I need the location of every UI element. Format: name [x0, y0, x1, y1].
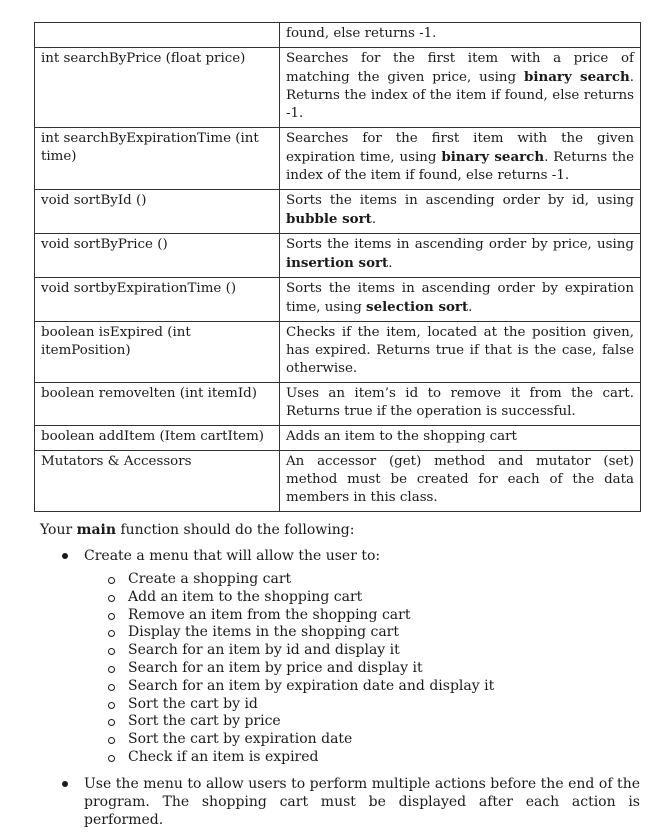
- lead-bold: main: [76, 522, 117, 538]
- method-description: [280, 451, 641, 512]
- requirement-text: Use the menu to allow users to perform multiple actions before the end of the program. The shopping cart must be displayed after each action is performed.: [84, 775, 640, 828]
- description-text: An accessor (get) method and mutator (set) method must be created for each of the data members in this class.: [286, 454, 634, 505]
- description-text: Adds an item to the shopping cart: [286, 429, 517, 444]
- method-signature: void sortByPrice (): [35, 234, 280, 278]
- method-signature: [35, 23, 280, 48]
- circle-bullet-icon: [108, 666, 115, 673]
- menu-option-text: Sort the cart by price: [128, 713, 281, 730]
- requirements-list: [40, 547, 640, 829]
- table-row: [35, 322, 641, 383]
- menu-option-text: Search for an item by expiration date and display it: [128, 677, 495, 694]
- method-spec-body: [35, 23, 641, 512]
- table-row: [35, 23, 641, 48]
- circle-bullet-icon: [108, 613, 115, 620]
- menu-option-text: Search for an item by price and display it: [128, 659, 423, 676]
- circle-bullet-icon: [108, 577, 115, 584]
- method-signature: Mutators & Accessors: [35, 451, 280, 512]
- method-description: [280, 278, 641, 322]
- menu-option: [84, 731, 640, 749]
- requirement-bullet: [40, 775, 640, 829]
- menu-option-text: Check if an item is expired: [128, 748, 319, 765]
- method-description: [280, 23, 641, 48]
- circle-bullet-icon: [108, 719, 115, 726]
- menu-option: [84, 713, 640, 731]
- main-function-instructions: [40, 521, 640, 835]
- table-row: [35, 451, 641, 512]
- circle-bullet-icon: [108, 595, 115, 602]
- table-row: [35, 426, 641, 451]
- table-row: [35, 383, 641, 426]
- menu-option: [84, 642, 640, 660]
- circle-bullet-icon: [108, 684, 115, 691]
- menu-option: [84, 607, 640, 625]
- description-text: Searches for the first item with the given expiration time, using: [286, 131, 634, 165]
- description-text: .: [371, 212, 377, 227]
- table-row: [35, 190, 641, 234]
- method-description: [280, 234, 641, 278]
- menu-option-text: Create a shopping cart: [128, 571, 292, 587]
- menu-option-text: Search for an item by id and display it: [128, 642, 400, 659]
- description-text: Uses an item’s id to remove it from the cart. Returns true if the operation is successful.: [286, 386, 634, 419]
- instructions-lead: [40, 521, 640, 539]
- description-text: Sorts the items in ascending order by id, using: [286, 193, 634, 208]
- description-text: Searches for the first item with a price of matching the given price, using: [286, 51, 634, 85]
- method-spec-table: [34, 22, 641, 512]
- menu-option: [84, 678, 640, 696]
- description-bold-text: insertion sort: [286, 255, 389, 271]
- menu-options-list: [84, 571, 640, 767]
- method-signature: int searchByExpirationTime (int time): [35, 128, 280, 190]
- description-bold-text: binary search: [524, 69, 630, 85]
- circle-bullet-icon: [108, 737, 115, 744]
- table-row: [35, 234, 641, 278]
- requirement-text: Create a menu that will allow the user to:: [84, 548, 381, 564]
- bullet-dot-icon: [62, 781, 68, 787]
- method-signature: boolean addItem (Item cartItem): [35, 426, 280, 451]
- method-signature: int searchByPrice (float price): [35, 48, 280, 128]
- menu-option-text: Add an item to the shopping cart: [128, 588, 363, 605]
- description-text: . Returns the index of the item if found, else returns -1.: [286, 150, 634, 183]
- menu-option: [84, 589, 640, 607]
- description-text: Sorts the items in ascending order by price, using: [286, 237, 634, 252]
- method-description: [280, 322, 641, 383]
- description-text: . Returns the index of the item if found, else returns -1.: [286, 70, 634, 121]
- method-description: [280, 128, 641, 190]
- menu-option-text: Sort the cart by id: [128, 695, 258, 712]
- menu-option-text: Remove an item from the shopping cart: [128, 606, 411, 623]
- menu-option-text: Display the items in the shopping cart: [128, 624, 399, 641]
- description-bold-text: bubble sort: [286, 211, 372, 227]
- description-bold-text: binary search: [441, 149, 545, 165]
- method-description: [280, 426, 641, 451]
- description-text: Sorts the items in ascending order by expiration time, using: [286, 281, 634, 315]
- method-description: [280, 190, 641, 234]
- description-text: found, else returns -1.: [286, 26, 437, 41]
- description-bold-text: selection sort: [366, 299, 469, 315]
- table-row: [35, 128, 641, 190]
- method-description: [280, 383, 641, 426]
- menu-option-text: Sort the cart by expiration date: [128, 731, 353, 748]
- lead-prefix: Your: [40, 522, 77, 538]
- circle-bullet-icon: [108, 648, 115, 655]
- requirement-bullet: [40, 547, 640, 767]
- menu-option: [84, 749, 640, 767]
- circle-bullet-icon: [108, 755, 115, 762]
- menu-option: [84, 624, 640, 642]
- method-signature: boolean isExpired (int itemPosition): [35, 322, 280, 383]
- method-signature: void sortbyExpirationTime (): [35, 278, 280, 322]
- bullet-dot-icon: [62, 553, 68, 559]
- table-row: [35, 278, 641, 322]
- circle-bullet-icon: [108, 702, 115, 709]
- menu-option: [84, 660, 640, 678]
- lead-suffix: function should do the following:: [116, 522, 355, 538]
- table-row: [35, 48, 641, 128]
- menu-option: [84, 571, 640, 589]
- method-description: [280, 48, 641, 128]
- description-text: Checks if the item, located at the position given, has expired. Returns true if that is the case, false otherwise.: [286, 325, 634, 376]
- method-signature: boolean removelten (int itemId): [35, 383, 280, 426]
- description-text: .: [388, 256, 393, 271]
- description-text: .: [468, 300, 473, 315]
- method-signature: void sortById (): [35, 190, 280, 234]
- menu-option: [84, 696, 640, 714]
- circle-bullet-icon: [108, 630, 115, 637]
